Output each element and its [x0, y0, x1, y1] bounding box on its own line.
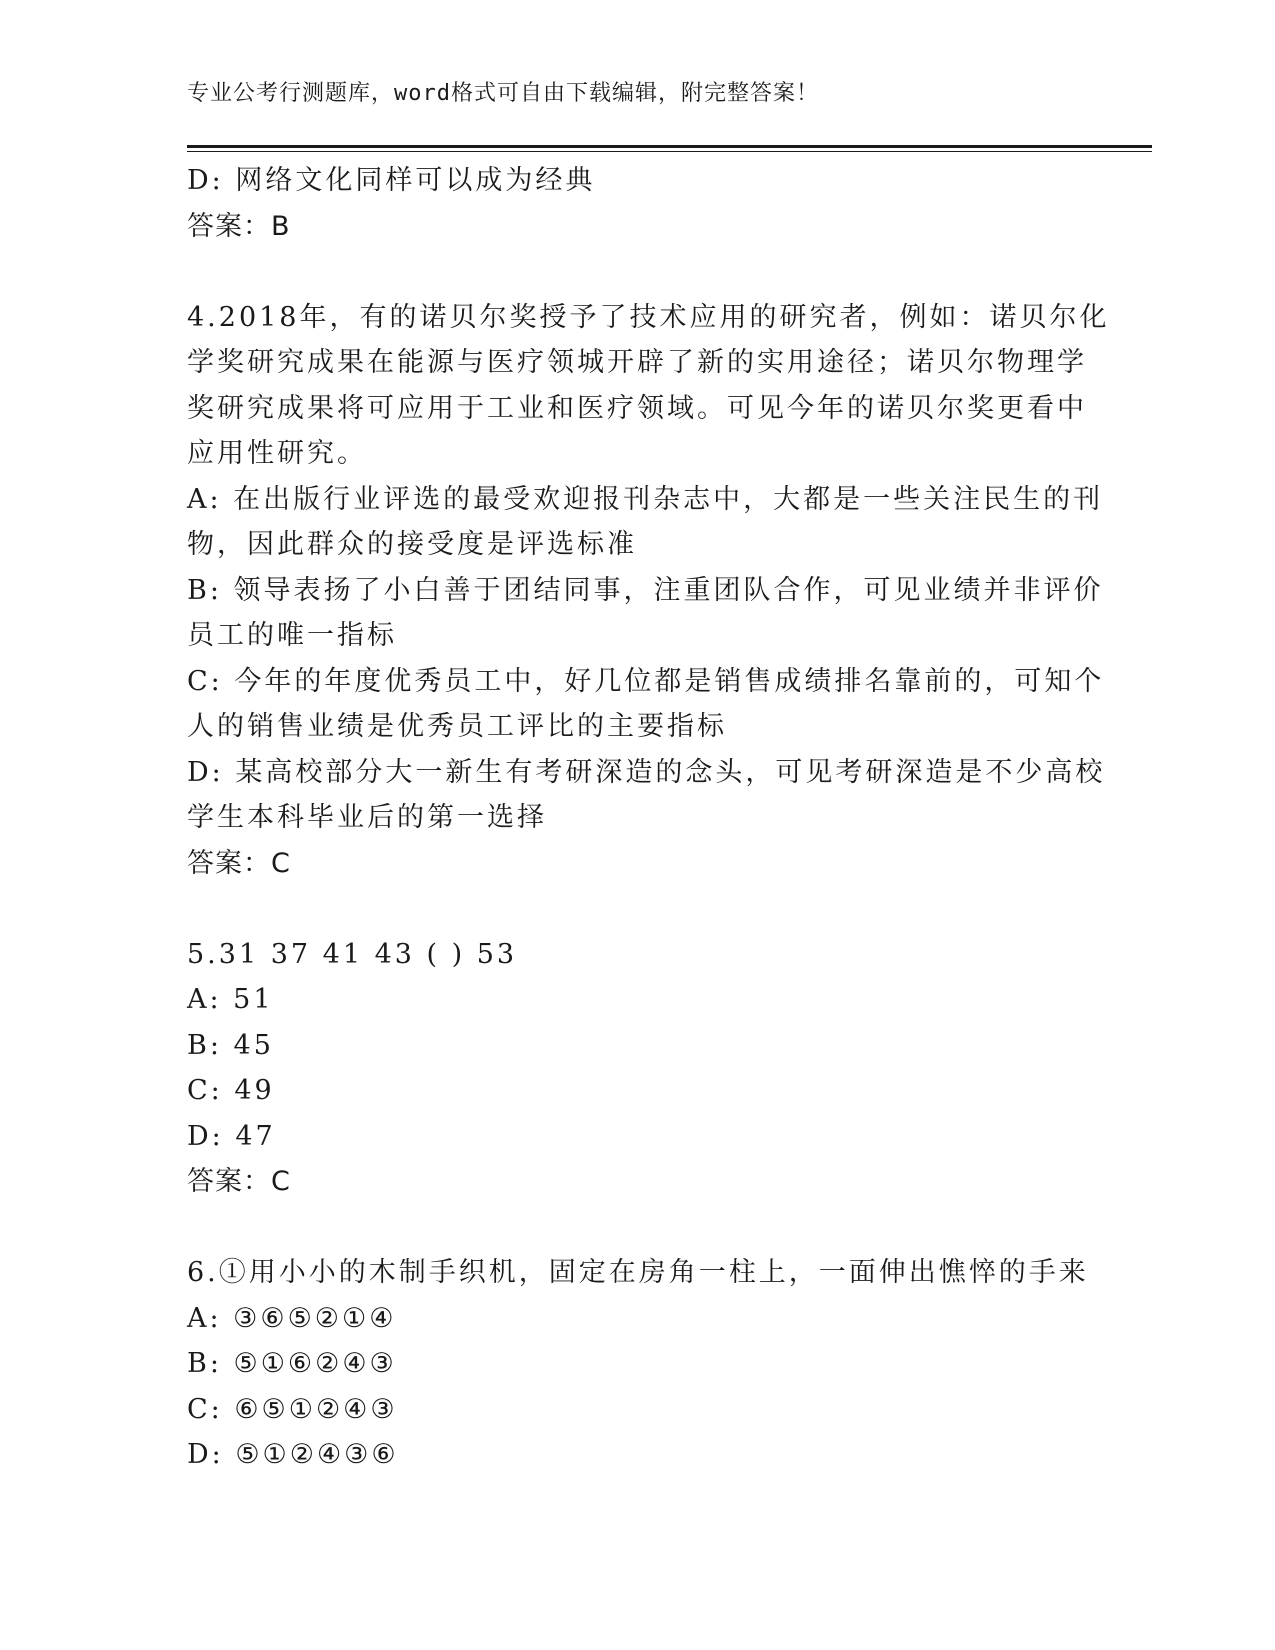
q4-option-d-line: 学生本科毕业后的第一选择: [187, 802, 547, 833]
q5-option-c: C: 49: [187, 1075, 275, 1106]
header-divider-thin: [187, 151, 1152, 152]
q4-option-c-line: 人的销售业绩是优秀员工评比的主要指标: [187, 711, 727, 742]
spacer: [187, 886, 1077, 932]
q4-stem: [187, 295, 1110, 477]
q4-option-b: [187, 568, 1104, 659]
q4-stem-line: 奖研究成果将可应用于工业和医疗领域。可见今年的诺贝尔奖更看中: [187, 392, 1087, 424]
q3-answer: 答案：B: [187, 210, 291, 242]
q4-option-a: [187, 477, 1104, 568]
q6-option-d: D: ⑤①②④③⑥: [187, 1439, 399, 1470]
q5-stem: 5.31 37 41 43 ( ) 53: [187, 938, 518, 970]
q4-stem-line: 4.2018年，有的诺贝尔奖授予了技术应用的研究者，例如：诺贝尔化: [187, 301, 1110, 333]
q4-stem-line: 应用性研究。: [187, 438, 367, 469]
q6-stem: 6.①用小小的木制手织机，固定在房角一柱上，一面伸出憔悴的手来: [187, 1257, 1089, 1288]
q4-stem-line: 学奖研究成果在能源与医疗领城开辟了新的实用途径；诺贝尔物理学: [187, 347, 1087, 378]
q6-option-a: A: ③⑥⑤②①④: [187, 1302, 397, 1334]
q4-option-d: [187, 750, 1106, 841]
q5-answer: 答案：C: [187, 1166, 291, 1197]
page-header: 专业公考行测题库，word格式可自由下载编辑，附完整答案！: [187, 81, 819, 106]
header-divider-thick: [187, 145, 1152, 148]
q4-option-b-line: 员工的唯一指标: [187, 620, 397, 651]
q4-option-a-line: A: 在出版行业评选的最受欢迎报刊杂志中，大都是一些关注民生的刊: [187, 483, 1104, 515]
q5-option-d: D: 47: [187, 1120, 276, 1152]
q4-answer: 答案：C: [187, 847, 291, 879]
q4-option-c-line: C: 今年的年度优秀员工中，好几位都是销售成绩排名靠前的，可知个: [187, 665, 1105, 697]
q4-option-a-line: 物，因此群众的接受度是评选标准: [187, 529, 637, 560]
q5-option-a: A: 51: [187, 984, 274, 1015]
spacer: [187, 1205, 1077, 1251]
q4-option-d-line: D: 某高校部分大一新生有考研深造的念头，可见考研深造是不少高校: [187, 756, 1106, 788]
q6-option-c: C: ⑥⑤①②④③: [187, 1393, 398, 1425]
q6-option-b: B: ⑤①⑥②④③: [187, 1348, 397, 1379]
spacer: [187, 249, 1077, 295]
q4-option-b-line: B: 领导表扬了小白善于团结同事，注重团队合作，可见业绩并非评价: [187, 574, 1104, 606]
q4-option-c: [187, 659, 1105, 750]
q5-option-b: B: 45: [187, 1029, 274, 1061]
question-content: [187, 158, 1110, 1478]
q3-option-d: D: 网络文化同样可以成为经典: [187, 165, 596, 196]
